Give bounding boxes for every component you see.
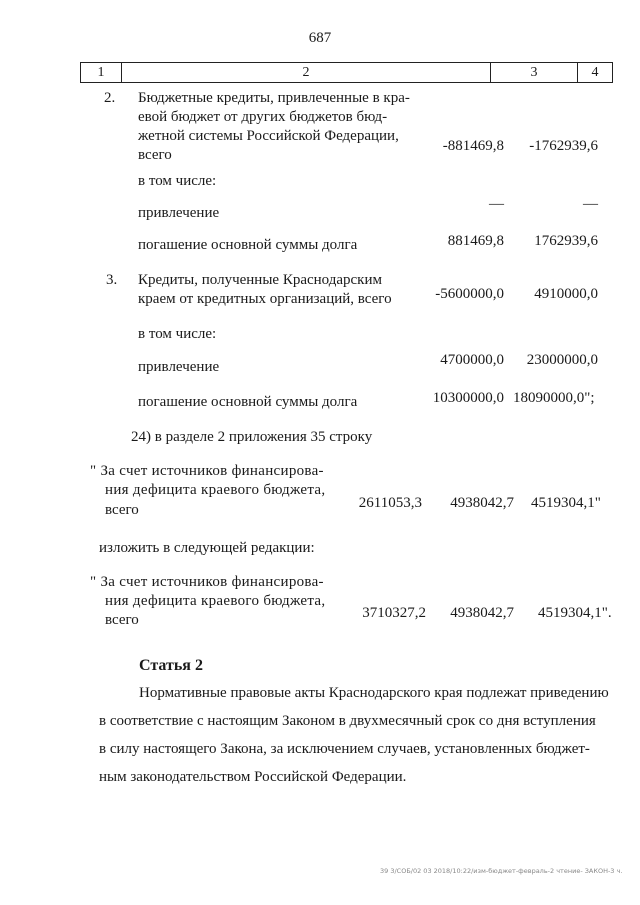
- old-row-value-1: 2611053,3: [358, 495, 422, 511]
- new-row-text-line1: " За счет источников финансирова-: [90, 574, 324, 590]
- item2-value-col3: -881469,8: [442, 138, 504, 154]
- header-cell-2: 2: [302, 65, 310, 80]
- item2-text-line2: евой бюджет от других бюджетов бюд-: [138, 109, 388, 125]
- item2-repay-label: погашение основной суммы долга: [138, 237, 358, 253]
- item3-value-col4: 4910000,0: [534, 286, 598, 302]
- item2-value-col4: -1762939,6: [529, 138, 598, 154]
- old-row-text-line1: " За счет источников финансирова-: [90, 463, 324, 479]
- item3-value-col3: -5600000,0: [435, 286, 504, 302]
- item2-text-line3: жетной системы Российской Федерации,: [138, 128, 399, 144]
- item2-text-line4: всего: [138, 147, 172, 163]
- item2-attract-col3: —: [489, 196, 504, 212]
- amendment-24-paragraph: 24) в разделе 2 приложения 35 строку: [131, 429, 373, 445]
- item2-number: 2.: [104, 90, 116, 106]
- header-cell-3: 3: [530, 65, 538, 80]
- new-row-value-1: 3710327,2: [362, 605, 426, 621]
- item2-repay-col4: 1762939,6: [534, 233, 598, 249]
- article-text-line1: Нормативные правовые акты Краснодарского края подлежат приведению: [139, 685, 609, 701]
- article-text-line3: в силу настоящего Закона, за исключением случаев, установленных бюджет-: [99, 741, 590, 757]
- new-row-text-line3: всего: [105, 612, 139, 628]
- item3-repay-col4: 18090000,0";: [513, 390, 595, 406]
- item3-repay-col3: 10300000,0: [432, 390, 504, 406]
- new-row-value-2: 4938042,7: [450, 605, 514, 621]
- document-footer: 39 3/СОБ/02 03 2018/10:22/изм-бюджет-февраль-2 чтение- ЗАКОН-3 ч.: [380, 867, 623, 875]
- item2-attract-col4: —: [583, 196, 598, 212]
- new-row-text-line2: ния дефицита краевого бюджета,: [105, 593, 326, 609]
- restate-paragraph: изложить в следующей редакции:: [99, 540, 315, 556]
- item3-text-line1: Кредиты, полученные Краснодарским: [138, 272, 382, 288]
- item2-attract-label: привлечение: [138, 205, 220, 221]
- item3-attract-col4: 23000000,0: [526, 352, 598, 368]
- old-row-text-line3: всего: [105, 502, 139, 518]
- item3-attract-col3: 4700000,0: [440, 352, 504, 368]
- item3-number: 3.: [106, 272, 118, 288]
- header-cell-4: 4: [591, 65, 599, 80]
- item3-in-that-label: в том числе:: [138, 326, 217, 342]
- new-row-value-3: 4519304,1".: [538, 605, 612, 621]
- item2-text-line1: Бюджетные кредиты, привлеченные в кра-: [138, 90, 410, 106]
- item3-attract-label: привлечение: [138, 359, 220, 375]
- header-cell-1: 1: [97, 65, 105, 80]
- column-header-row: [80, 62, 613, 83]
- article-text-line2: в соответствие с настоящим Законом в двухмесячный срок со дня вступления: [99, 713, 596, 729]
- page-number: 687: [308, 30, 332, 46]
- old-row-text-line2: ния дефицита краевого бюджета,: [105, 482, 326, 498]
- old-row-value-2: 4938042,7: [450, 495, 514, 511]
- item2-repay-col3: 881469,8: [447, 233, 504, 249]
- item3-text-line2: краем от кредитных организаций, всего: [138, 291, 392, 307]
- article-title: Статья 2: [139, 657, 203, 674]
- item2-in-that-label: в том числе:: [138, 173, 217, 189]
- article-text-line4: ным законодательством Российской Федерации.: [99, 769, 407, 785]
- item3-repay-label: погашение основной суммы долга: [138, 394, 358, 410]
- old-row-value-3: 4519304,1": [531, 495, 601, 511]
